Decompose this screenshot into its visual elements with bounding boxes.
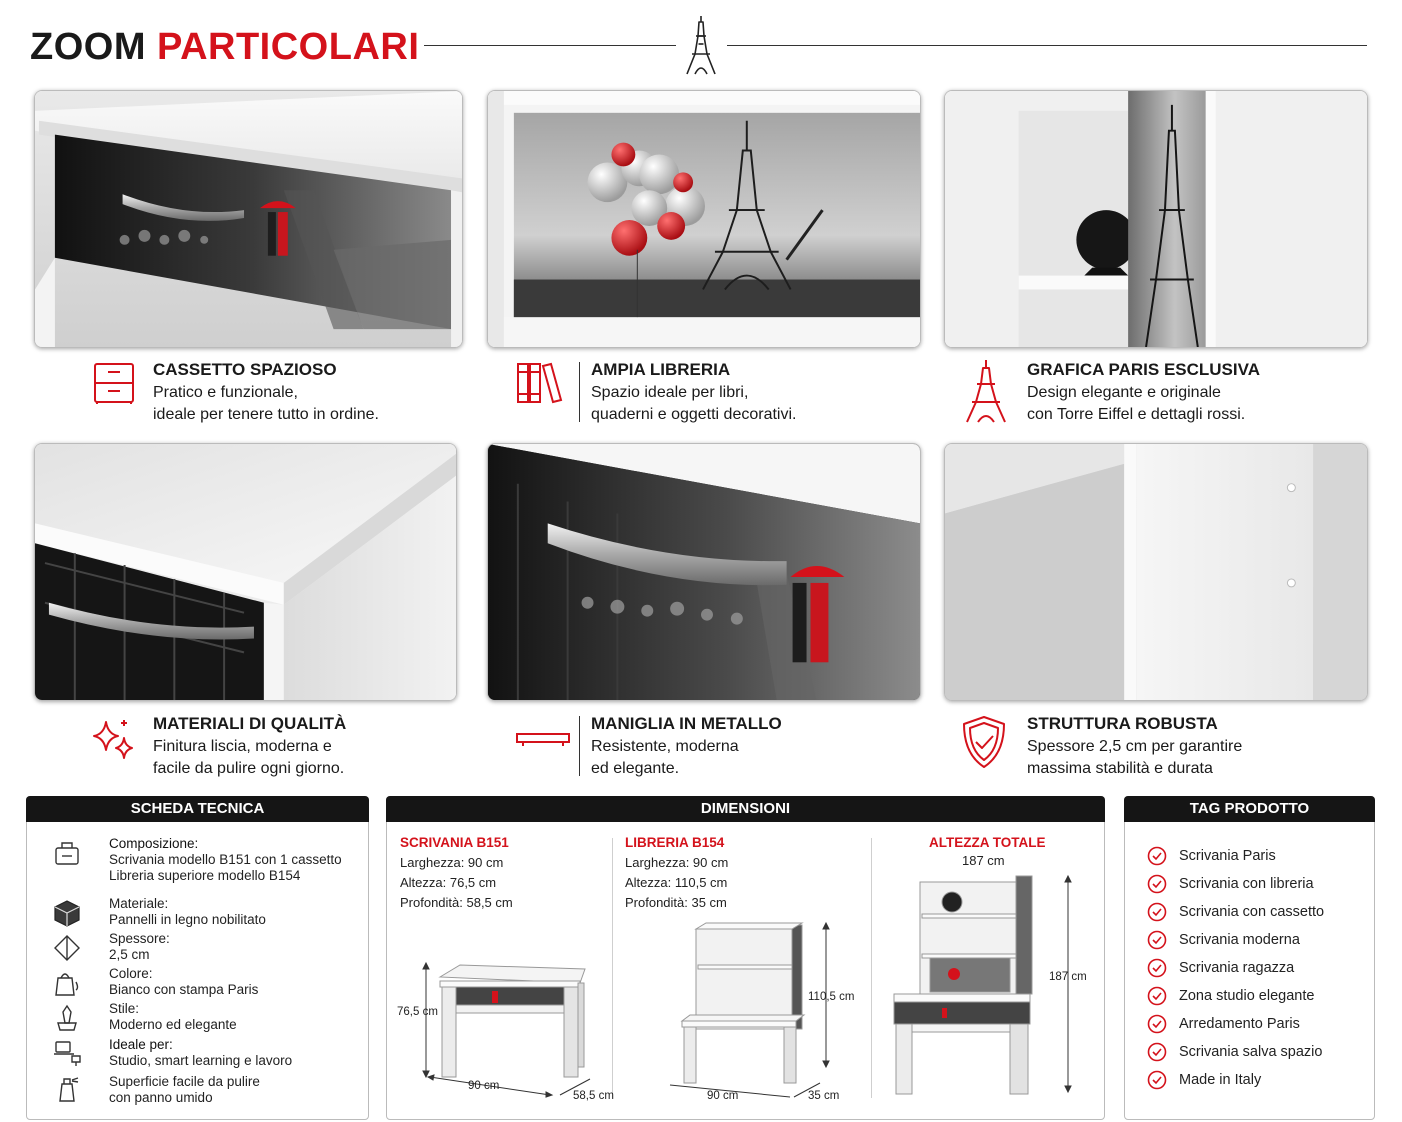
check-circle-icon xyxy=(1147,958,1167,978)
tag-item[interactable] xyxy=(1147,898,1367,926)
tag-item[interactable] xyxy=(1147,926,1367,954)
check-circle-icon xyxy=(1147,874,1167,894)
desk-height-label: 76,5 cm xyxy=(397,1006,438,1018)
style-icon xyxy=(52,1003,82,1033)
feature-divider xyxy=(579,716,580,776)
feature-desc-graphic-1: Design elegante e originale xyxy=(1027,384,1221,401)
desk-diagram xyxy=(400,955,610,1105)
header-divider-right xyxy=(727,45,1367,46)
feature-title-graphic: GRAFICA PARIS ESCLUSIVA xyxy=(1027,360,1260,379)
shelf-diagram xyxy=(660,915,860,1105)
shelf-height: Altezza: 110,5 cm xyxy=(625,875,728,890)
photo-library-print xyxy=(487,90,921,348)
tag-label: Zona studio elegante xyxy=(1179,988,1315,1004)
dimensions-divider xyxy=(871,838,872,1098)
total-height-label: 187 cm xyxy=(1049,971,1087,983)
spec-composition xyxy=(109,836,342,884)
desk-chair-icon xyxy=(52,1038,82,1068)
spec-thickness-label: Spessore: xyxy=(109,931,170,946)
feature-desc-drawer-1: Pratico e funzionale, xyxy=(153,384,298,401)
feature-title-materials: MATERIALI DI QUALITÀ xyxy=(153,714,347,733)
paint-bucket-icon xyxy=(52,968,82,998)
handle-icon xyxy=(515,716,571,764)
shelf-title: LIBRERIA B154 xyxy=(625,835,725,850)
spec-composition-line1: Scrivania modello B151 con 1 cassetto xyxy=(109,852,342,867)
check-circle-icon xyxy=(1147,930,1167,950)
tag-label: Scrivania con libreria xyxy=(1179,876,1314,892)
spec-color-line1: Bianco con stampa Paris xyxy=(109,982,259,997)
spec-sheet-heading: SCHEDA TECNICA xyxy=(26,796,369,822)
spec-color xyxy=(109,966,258,998)
check-circle-icon xyxy=(1147,1070,1167,1090)
feature-desc-handle-1: Resistente, moderna xyxy=(591,738,739,755)
title-particolari: PARTICOLARI xyxy=(157,26,420,68)
composition-icon xyxy=(52,838,82,868)
desk-depth: Profondità: 58,5 cm xyxy=(400,895,513,910)
title-zoom: ZOOM xyxy=(30,26,146,68)
tag-item[interactable] xyxy=(1147,1038,1367,1066)
desk-depth-label: 58,5 cm xyxy=(573,1090,614,1102)
check-circle-icon xyxy=(1147,902,1167,922)
tag-label: Scrivania con cassetto xyxy=(1179,904,1325,920)
feature-title-handle: MANIGLIA IN METALLO xyxy=(591,714,782,733)
feature-divider xyxy=(579,362,580,422)
books-icon xyxy=(515,358,563,406)
tag-label: Arredamento Paris xyxy=(1179,1016,1300,1032)
tag-label: Scrivania ragazza xyxy=(1179,960,1295,976)
photo-metal-handle xyxy=(487,443,921,701)
feature-desc-materials-1: Finitura liscia, moderna e xyxy=(153,738,332,755)
total-title: ALTEZZA TOTALE xyxy=(929,835,1046,850)
feature-desc-library-1: Spazio ideale per libri, xyxy=(591,384,749,401)
tag-item[interactable] xyxy=(1147,1066,1367,1094)
header-divider-left xyxy=(424,45,676,46)
spec-style-label: Stile: xyxy=(109,1001,140,1016)
tag-item[interactable] xyxy=(1147,842,1367,870)
feature-title-structure: STRUTTURA ROBUSTA xyxy=(1027,714,1218,733)
shelf-depth-label: 35 cm xyxy=(808,1090,840,1102)
thickness-icon xyxy=(52,933,82,963)
shelf-height-label: 110,5 cm xyxy=(808,991,855,1003)
check-circle-icon xyxy=(1147,986,1167,1006)
tag-item[interactable] xyxy=(1147,870,1367,898)
shelf-depth: Profondità: 35 cm xyxy=(625,895,727,910)
spec-composition-label: Composizione: xyxy=(109,836,199,851)
desk-width-label: 90 cm xyxy=(468,1080,500,1092)
feature-desc-materials-2: facile da pulire ogni giorno. xyxy=(153,760,345,777)
spec-color-label: Colore: xyxy=(109,966,153,981)
spec-composition-line2: Libreria superiore modello B154 xyxy=(109,868,301,883)
desk-height: Altezza: 76,5 cm xyxy=(400,875,497,890)
feature-desc-structure-1: Spessore 2,5 cm per garantire xyxy=(1027,738,1243,755)
spec-thickness xyxy=(109,931,170,963)
tag-label: Scrivania moderna xyxy=(1179,932,1300,948)
feature-desc-structure-2: massima stabilità e durata xyxy=(1027,760,1213,777)
spec-cleaning xyxy=(109,1074,260,1106)
spec-style xyxy=(109,1001,237,1033)
spec-style-line1: Moderno ed elegante xyxy=(109,1017,237,1032)
desk-title: SCRIVANIA B151 xyxy=(400,835,509,850)
check-circle-icon xyxy=(1147,1014,1167,1034)
photo-material-corner xyxy=(34,443,457,701)
dimensions-heading: DIMENSIONI xyxy=(386,796,1105,822)
drawer-cabinet-icon xyxy=(90,358,138,406)
check-circle-icon xyxy=(1147,846,1167,866)
spec-ideal-label: Ideale per: xyxy=(109,1037,173,1052)
tag-item[interactable] xyxy=(1147,982,1367,1010)
page-title xyxy=(30,26,419,69)
spec-ideal xyxy=(109,1037,292,1069)
spec-cleaning-line1: con panno umido xyxy=(109,1090,213,1105)
shelf-width-label: 90 cm xyxy=(707,1090,739,1102)
feature-desc-drawer-2: ideale per tenere tutto in ordine. xyxy=(153,406,379,423)
spec-material xyxy=(109,896,266,928)
feature-title-drawer: CASSETTO SPAZIOSO xyxy=(153,360,337,379)
total-height-diagram xyxy=(890,872,1090,1098)
dimensions-divider xyxy=(612,838,613,1098)
cleaning-spray-icon xyxy=(52,1074,82,1104)
tag-item[interactable] xyxy=(1147,954,1367,982)
feature-title-library: AMPIA LIBRERIA xyxy=(591,360,731,379)
tags-list xyxy=(1147,842,1367,1094)
tag-label: Made in Italy xyxy=(1179,1072,1262,1088)
material-cube-icon xyxy=(52,898,82,928)
photo-side-graphic xyxy=(944,90,1368,348)
eiffel-tower-icon xyxy=(683,14,719,76)
spec-material-line1: Pannelli in legno nobilitato xyxy=(109,912,266,927)
shelf-width: Larghezza: 90 cm xyxy=(625,855,729,870)
feature-desc-library-2: quaderni e oggetti decorativi. xyxy=(591,406,797,423)
total-height: 187 cm xyxy=(962,853,1005,868)
tag-item[interactable] xyxy=(1147,1010,1367,1038)
spec-ideal-line1: Studio, smart learning e lavoro xyxy=(109,1053,293,1068)
eiffel-tower-icon xyxy=(962,358,1010,424)
tag-label: Scrivania Paris xyxy=(1179,848,1276,864)
spec-material-label: Materiale: xyxy=(109,896,169,911)
check-circle-icon xyxy=(1147,1042,1167,1062)
photo-structure-panel xyxy=(944,443,1368,701)
tags-heading: TAG PRODOTTO xyxy=(1124,796,1375,822)
sparkles-icon xyxy=(90,716,138,764)
spec-cleaning-label: Superficie facile da pulire xyxy=(109,1074,260,1089)
shield-check-icon xyxy=(960,714,1008,770)
desk-width: Larghezza: 90 cm xyxy=(400,855,504,870)
tag-label: Scrivania salva spazio xyxy=(1179,1044,1323,1060)
spec-thickness-line1: 2,5 cm xyxy=(109,947,150,962)
feature-desc-handle-2: ed elegante. xyxy=(591,760,680,777)
feature-desc-graphic-2: con Torre Eiffel e dettagli rossi. xyxy=(1027,406,1246,423)
photo-drawer-closeup xyxy=(34,90,463,348)
